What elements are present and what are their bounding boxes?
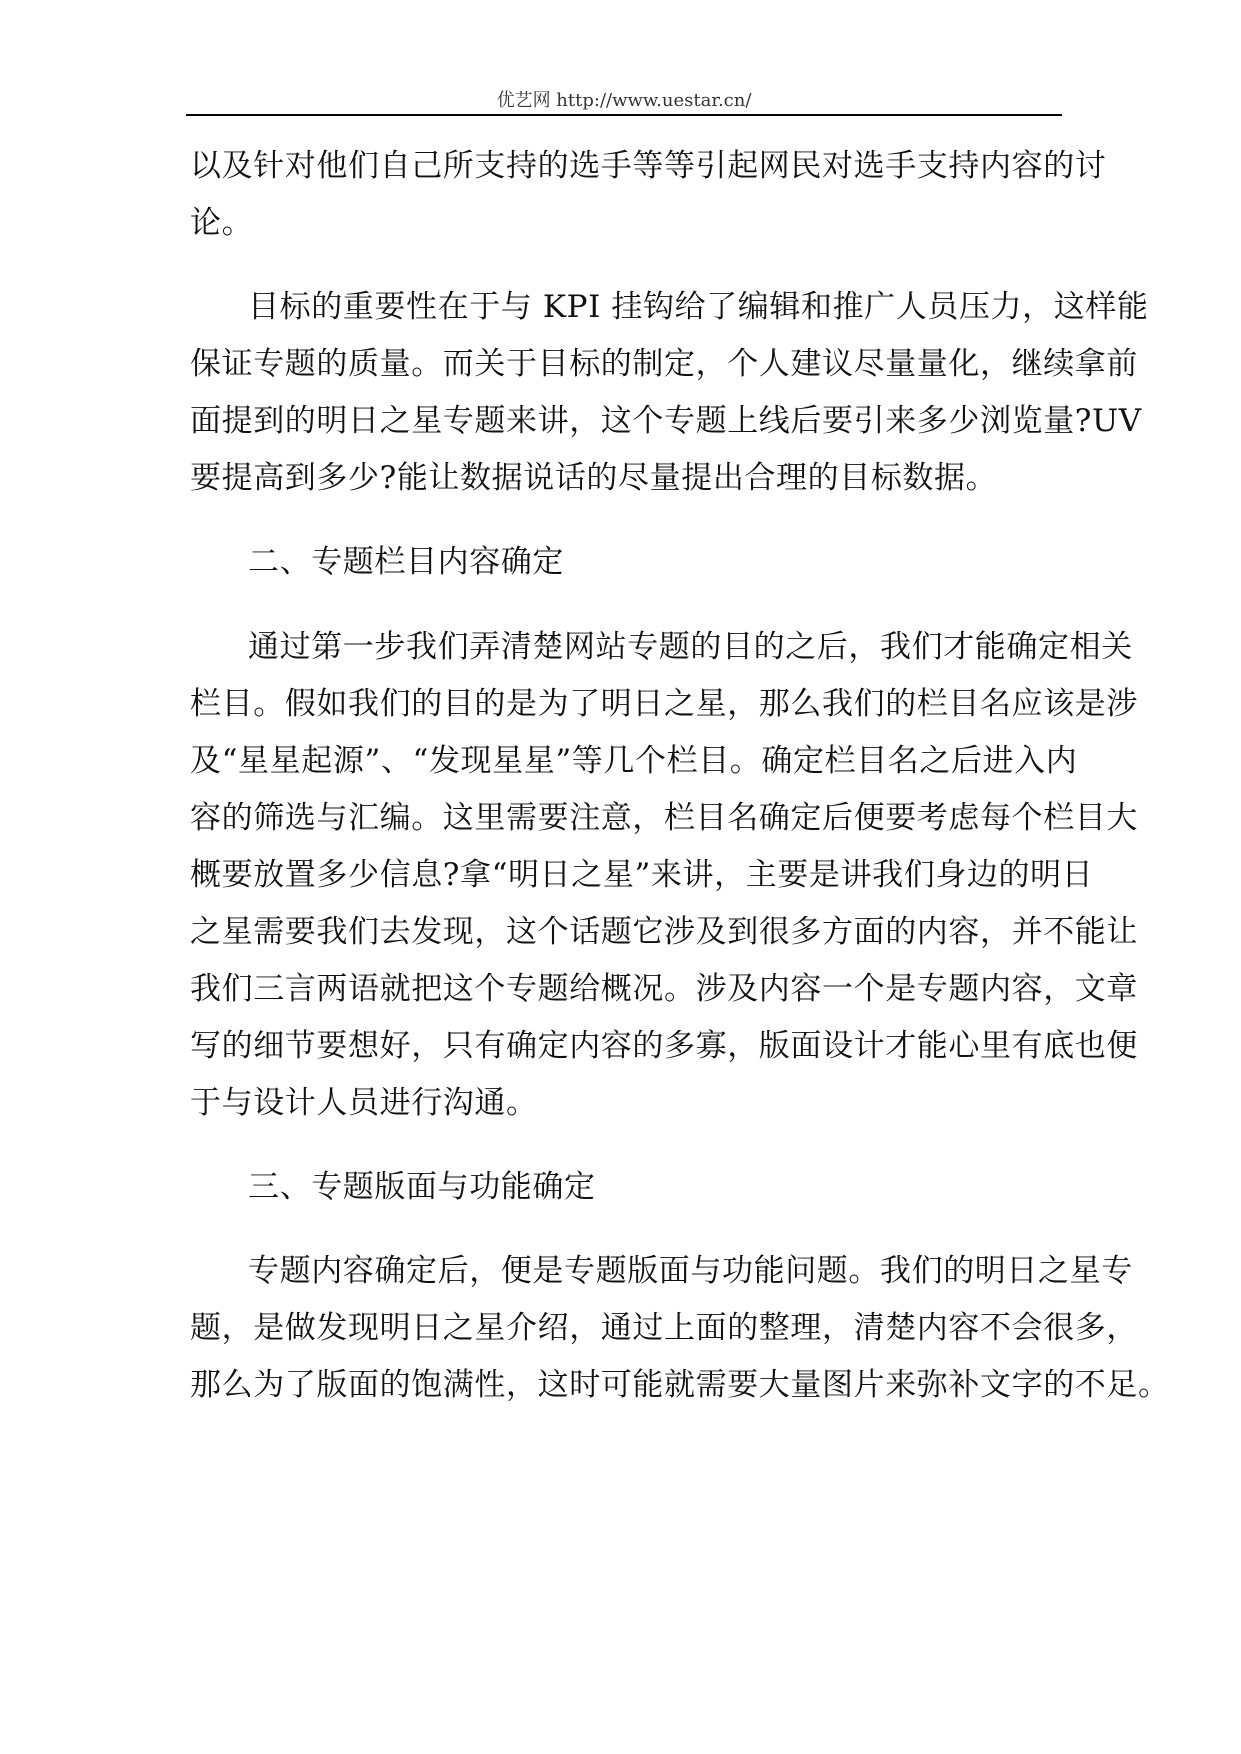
text-line: 题，是做发现明日之星介绍，通过上面的整理，清楚内容不会很多， (190, 1310, 1138, 1346)
section-heading: 二、专题栏目内容确定 (248, 544, 564, 580)
text-line: 容的筛选与汇编。这里需要注意，栏目名确定后便要考虑每个栏目大 (190, 800, 1138, 836)
text-line: 以及针对他们自己所支持的选手等等引起网民对选手支持内容的讨 (190, 148, 1107, 184)
text-line: 面提到的明日之星专题来讲，这个专题上线后要引来多少浏览量?UV (190, 403, 1142, 439)
text-line: 专题内容确定后，便是专题版面与功能问题。我们的明日之星专 (248, 1253, 1133, 1289)
text-line: 那么为了版面的饱满性，这时可能就需要大量图片来弥补文字的不足。 (190, 1367, 1170, 1403)
text-line: 要提高到多少?能让数据说话的尽量提出合理的目标数据。 (190, 460, 998, 496)
text-line: 概要放置多少信息?拿“明日之星”来讲，主要是讲我们身边的明日 (190, 857, 1094, 893)
page-header: 优艺网 http://www.uestar.cn/ (496, 90, 752, 111)
header-divider (186, 114, 1062, 116)
section-heading: 三、专题版面与功能确定 (248, 1169, 596, 1205)
text-line: 保证专题的质量。而关于目标的制定，个人建议尽量量化，继续拿前 (190, 346, 1138, 382)
text-line: 通过第一步我们弄清楚网站专题的目的之后，我们才能确定相关 (248, 629, 1133, 665)
text-line: 目标的重要性在于与 KPI 挂钩给了编辑和推广人员压力，这样能 (248, 289, 1149, 325)
text-line: 论。 (190, 205, 254, 241)
text-line: 写的细节要想好，只有确定内容的多寡，版面设计才能心里有底也便 (190, 1028, 1138, 1064)
text-line: 之星需要我们去发现，这个话题它涉及到很多方面的内容，并不能让 (190, 914, 1138, 950)
text-line: 栏目。假如我们的目的是为了明日之星，那么我们的栏目名应该是涉 (190, 686, 1138, 722)
text-line: 我们三言两语就把这个专题给概况。涉及内容一个是专题内容，文章 (190, 971, 1138, 1007)
text-line: 于与设计人员进行沟通。 (190, 1085, 538, 1121)
text-line: 及“星星起源”、“发现星星”等几个栏目。确定栏目名之后进入内 (190, 743, 1078, 779)
